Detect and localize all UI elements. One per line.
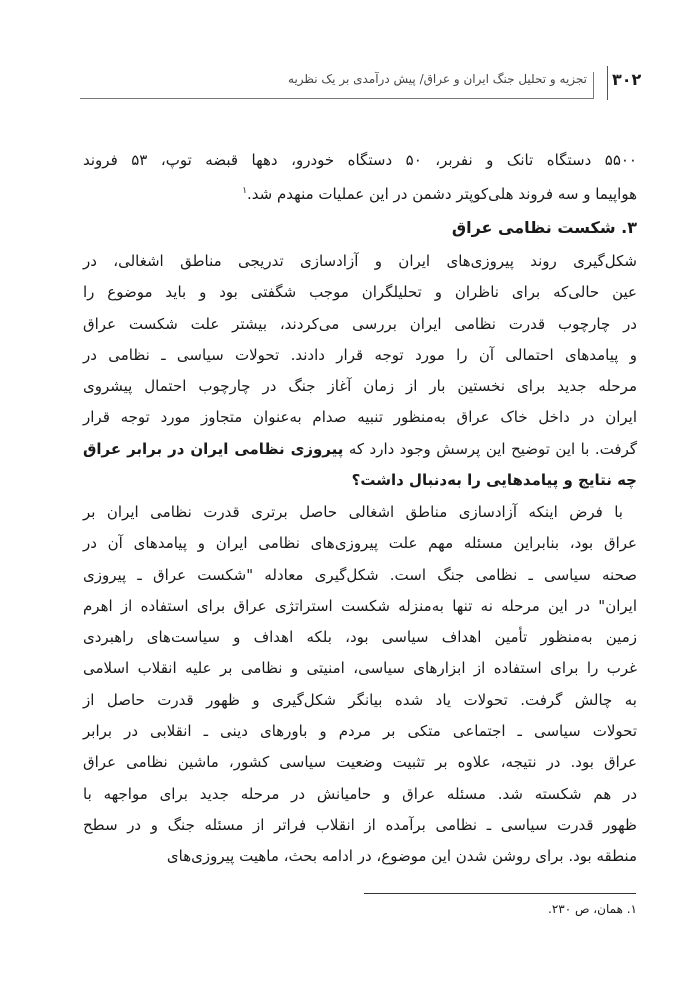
text-segment: گرفت. با این توضیح این پرسش وجود دارد که [343, 439, 637, 458]
text-segment: و پیامدهای احتمالی آن را مورد توجه قرار دادند. تحولات سیاسی ـ نظامی در [83, 345, 637, 364]
text-line [83, 497, 637, 528]
text-line [83, 591, 637, 622]
text-segment: در چارچوب قدرت نظامی ایران بررسی می‌کردند، بیشتر علت شکست عراق [83, 314, 637, 333]
text-segment: ایران در داخل خاک عراق به‌منظور تنبیه صدام به‌عنوان متجاوز مورد توجه قرار [83, 408, 637, 427]
text-line [83, 246, 637, 277]
paragraph-1 [83, 246, 637, 496]
text-line [83, 145, 637, 176]
running-header [0, 62, 699, 102]
text-line [83, 716, 637, 747]
header-divider [607, 66, 608, 100]
intro-paragraph [83, 145, 637, 208]
text-line [83, 560, 637, 591]
text-line [83, 841, 637, 872]
text-segment: به چالش گرفت. تحولات یاد شده بیانگر شکل‌گیری و ظهور قدرت حاصل از [83, 690, 637, 709]
text-segment: ظهور قدرت سیاسی ـ نظامی برآمده از انقلاب فراتر از مسئله جنگ و در سطح [83, 815, 637, 834]
text-segment: غرب را برای استفاده از ابزارهای سیاسی، امنیتی و نظامی بر علیه انقلاب اسلامی [83, 659, 637, 678]
text-segment: صحنه سیاسی ـ نظامی جنگ است. شکل‌گیری معادله "شکست عراق ـ پیروزی [83, 565, 637, 584]
bold-text: پیروزی نظامی ایران در برابر عراق [83, 439, 344, 458]
header-rule [80, 98, 594, 99]
text-segment: هواپیما و سه فروند هلی‌کوپتر دشمن در این عملیات منهدم شد. [247, 185, 637, 204]
text-line [83, 277, 637, 308]
text-segment: عین حالی‌که برای ناظران و تحلیلگران موجب شگفتی بود و باید موضوع را [83, 283, 637, 302]
text-segment: منطقه بود. برای روشن شدن این موضوع، در ادامه بحث، ماهیت پیروزی‌های [166, 847, 637, 866]
text-line [83, 371, 637, 402]
footnote-marker: ۱ [242, 186, 248, 197]
running-title: تجزیه و تحلیل جنگ ایران و عراق/ پیش درآمدی بر یک نظریه [288, 72, 587, 86]
text-line [83, 434, 637, 465]
section-heading: ۳. شکست نظامی عراق [451, 218, 637, 237]
text-line [83, 309, 637, 340]
text-segment: عراق بود، بنابراین مسئله مهم علت پیروزی‌های نظامی ایران و پیامدهای آن در [83, 534, 637, 553]
text-segment: شکل‌گیری روند پیروزی‌های ایران و آزادسازی تدریجی مناطق اشغالی، در [83, 252, 637, 270]
text-segment: ایران" در این مرحله نه تنها به‌منزله شکست استراتژی عراق برای استفاده از اهرم [83, 596, 637, 615]
text-line [83, 779, 637, 810]
text-line [83, 810, 637, 841]
text-line [83, 340, 637, 371]
text-line [83, 685, 637, 716]
footnote: ۱. همان، ص ۲۳۰. [548, 902, 637, 916]
text-segment: زمین به‌منظور تأمین اهداف سیاسی بود، بلکه اهداف و سیاست‌های راهبردی [83, 628, 637, 647]
header-divider [593, 72, 594, 98]
text-segment: عراق بود. در نتیجه، علاوه بر تثبیت وضعیت سیاسی کشور، ماشین نظامی عراق [83, 753, 637, 772]
text-line [83, 402, 637, 433]
bold-text: چه نتایج و پیامدهایی را به‌دنبال داشت؟ [351, 471, 637, 490]
page-number: ۳۰۲ [612, 70, 642, 89]
text-line [83, 465, 637, 496]
text-segment: مرحله جدید برای نخستین بار از زمان آغاز جنگ در چارچوب احتمال پیشروی [83, 377, 637, 396]
text-segment: ۵۵۰۰ دستگاه تانک و نفربر، ۵۰ دستگاه خودرو، دهها قبضه توپ، ۵۳ فروند [83, 151, 637, 169]
text-segment: در هم شکسته شد. مسئله عراق و حامیانش در مرحله جدید برای مواجهه با [83, 784, 637, 803]
text-line [83, 176, 637, 207]
text-line [83, 622, 637, 653]
paragraph-2 [83, 497, 637, 873]
text-segment: با فرض اینکه آزادسازی مناطق اشغالی حاصل برتری قدرت نظامی ایران بر [83, 503, 623, 521]
text-segment: تحولات سیاسی ـ اجتماعی متکی بر مردم و باورهای دینی ـ انقلابی در برابر [83, 722, 637, 741]
text-line [83, 528, 637, 559]
text-line [83, 747, 637, 778]
text-line [83, 653, 637, 684]
footnote-rule [364, 893, 636, 894]
